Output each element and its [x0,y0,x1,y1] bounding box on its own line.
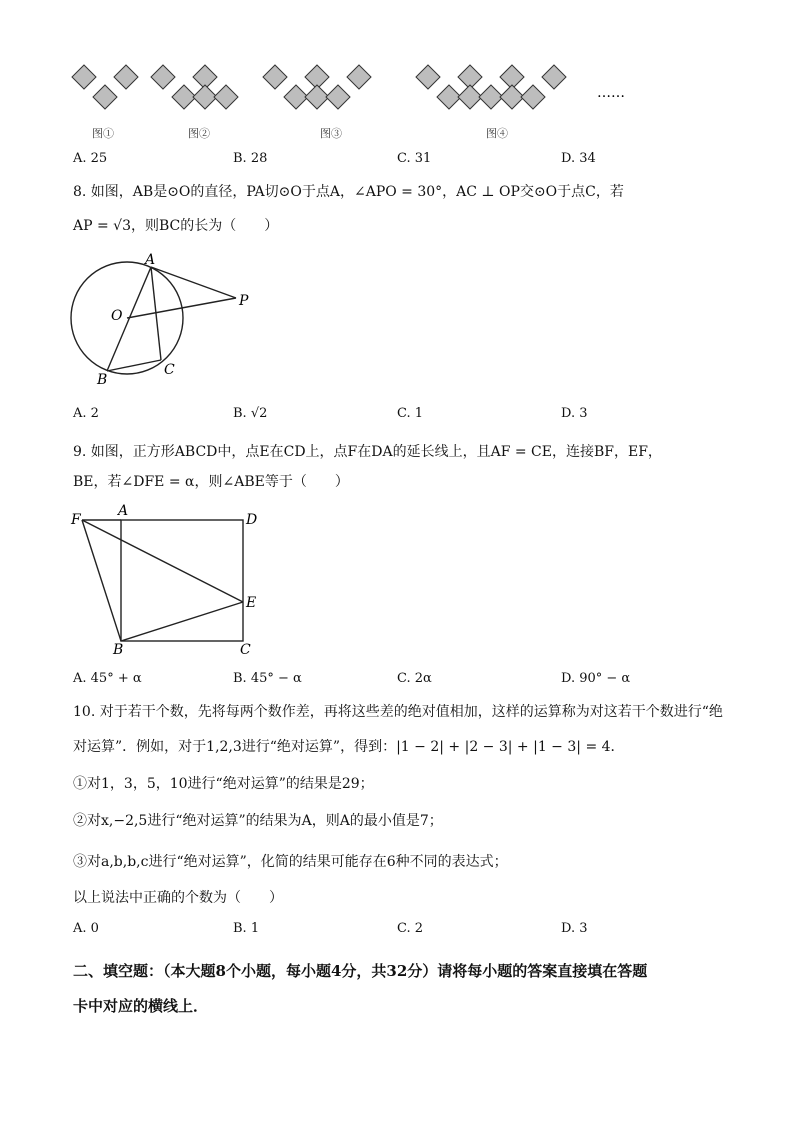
label-p: P [239,293,249,309]
label-a: A [145,252,156,268]
pattern-diamond [114,65,138,89]
q9-option-c: C. 2α [397,671,432,686]
figure-label-3: 图③ [320,127,342,140]
pattern-diamond [72,65,96,89]
segment-fb [82,520,121,641]
q7-option-c: C. 31 [397,151,432,166]
label-d: D [246,512,258,528]
pattern-diamond [151,65,175,89]
q10-option-c: C. 2 [397,921,424,936]
q10-statement-2: ②对x,−2,5进行“绝对运算”的结果为A，则A的最小值是7； [73,813,443,829]
label-c: C [164,362,175,378]
q10-question: 以上说法中正确的个数为（ ） [73,890,283,906]
pattern-diamond [263,65,287,89]
q9-option-a: A. 45° + α [73,671,142,686]
pattern-diamond [93,85,117,109]
figure-label-2: 图② [188,127,210,140]
label-c: C [240,642,251,658]
q9-square-figure [60,500,280,660]
label-b: B [97,372,108,388]
label-b: B [113,642,124,658]
section2-heading-line2: 卡中对应的横线上． [73,997,209,1015]
label-f: F [71,512,81,528]
segment-ap [151,267,236,298]
q10-statement-3: ③对a,b,b,c进行“绝对运算”，化简的结果可能存在6种不同的表达式； [73,854,508,870]
section2-heading-line1: 二、填空题：（本大题8个小题，每小题4分，共32分）请将每小题的答案直接填在答题 [73,962,648,980]
q8-stem-line1: 8. 如图，AB是⊙O的直径，PA切⊙O于点A，∠APO = 30°，AC ⊥ OP交⊙O于点C，若 [73,184,624,200]
q8-option-b: B. √2 [233,406,268,421]
pattern-diamond [214,85,238,109]
pattern-diamond [347,65,371,89]
label-e: E [246,595,257,611]
q9-stem-line1: 9. 如图，正方形ABCD中，点E在CD上，点F在DA的延长线上，且AF = CE，连接BF，EF， [73,444,662,460]
q10-option-b: B. 1 [233,921,260,936]
q7-option-b: B. 28 [233,151,268,166]
q8-option-d: D. 3 [561,406,588,421]
label-a: A [118,503,129,519]
q9-option-d: D. 90° − α [561,671,631,686]
label-o: O [111,308,123,324]
q7-option-a: A. 25 [73,151,108,166]
segment-bc [107,360,161,371]
q10-option-a: A. 0 [73,921,99,936]
figure-label-1: 图① [92,127,114,140]
pattern-figures [0,55,794,125]
q8-option-a: A. 2 [73,406,99,421]
q8-circle-figure [60,248,260,388]
q9-option-b: B. 45° − α [233,671,302,686]
square-abcd [121,520,243,641]
pattern-diamond [326,85,350,109]
q10-stem-line1: 10. 对于若干个数，先将每两个数作差，再将这些差的绝对值相加，这样的运算称为对这若干个数进行“绝 [73,704,723,720]
q7-option-d: D. 34 [561,151,596,166]
q10-statement-1: ①对1，3，5，10进行“绝对运算”的结果是29； [73,776,374,792]
q10-option-d: D. 3 [561,921,588,936]
segment-op [127,298,236,318]
figure-label-4: 图④ [486,127,508,140]
segment-be [121,602,243,641]
pattern-diamond [521,85,545,109]
q8-stem-line2: AP = √3，则BC的长为（ ） [73,218,279,234]
pattern-diamond [416,65,440,89]
q10-stem-line2: 对运算”．例如，对于1,2,3进行“绝对运算”，得到：|1 − 2| + |2 − 3| + |1 − 3| = 4． [73,739,625,755]
ellipsis: …… [597,85,625,101]
q9-stem-line2: BE，若∠DFE = α，则∠ABE等于（ ） [73,474,349,490]
segment-fe [82,520,243,602]
q8-option-c: C. 1 [397,406,424,421]
pattern-diamond [542,65,566,89]
